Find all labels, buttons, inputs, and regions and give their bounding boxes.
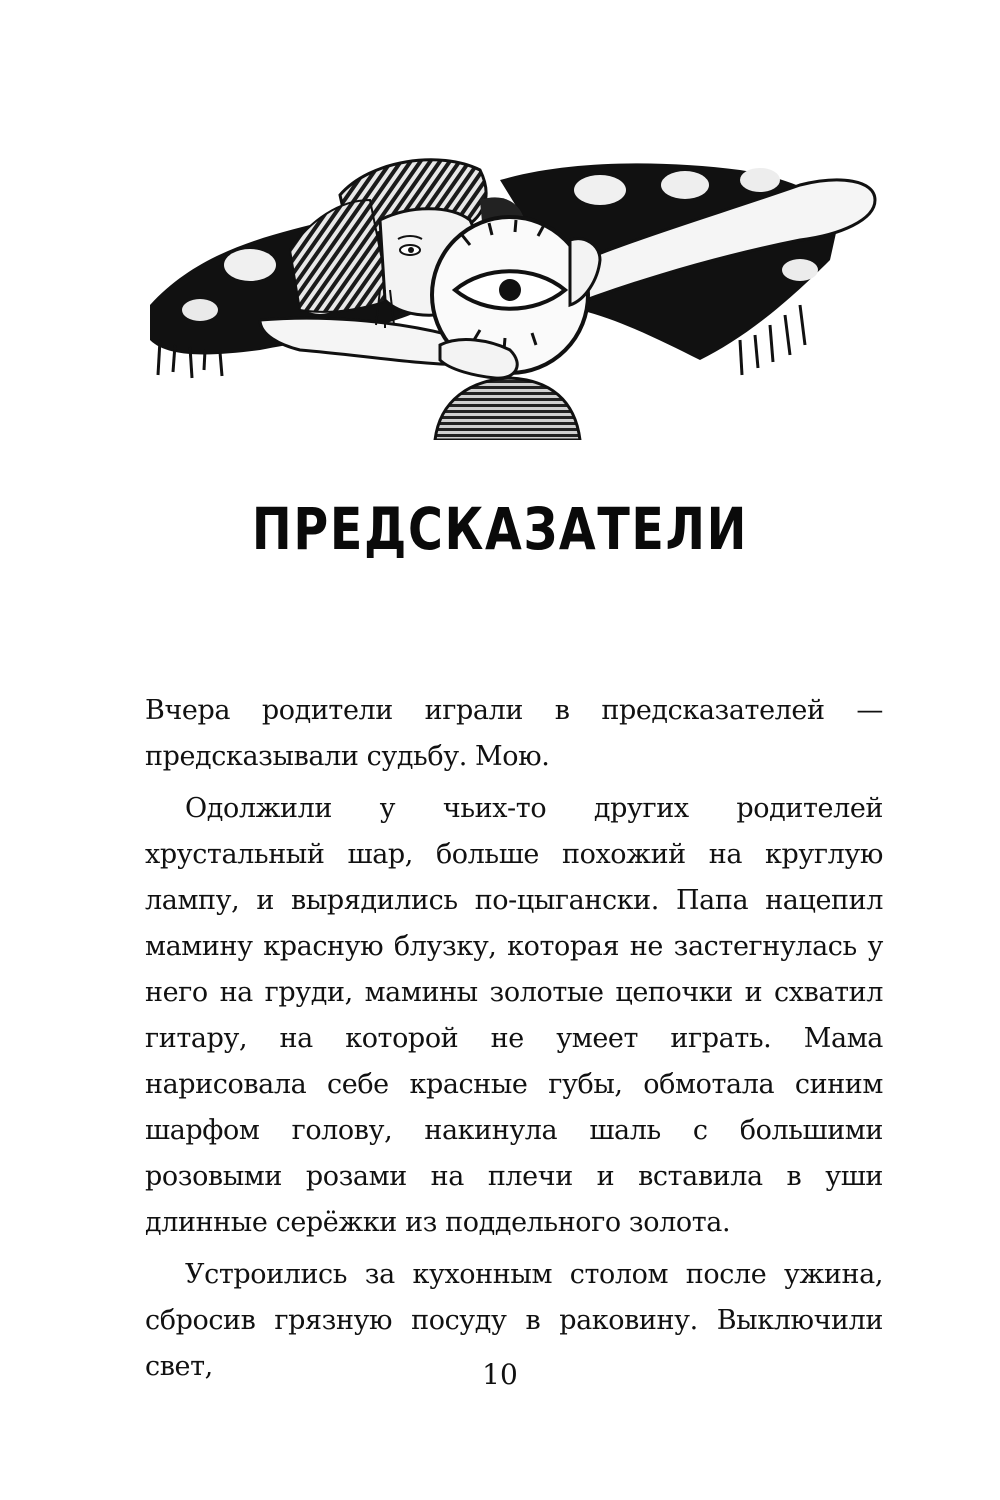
page-number: 10 [482,1358,518,1391]
paragraph: Вчера родители играли в предсказателей — предсказывали судьбу. Мою. [145,695,883,772]
chapter-title: ПРЕДСКАЗАТЕЛИ [251,495,749,563]
paragraph: Устроились за кухонным столом после ужина, сбросив грязную посуду в раковину. Выключили свет, [145,1259,883,1382]
paragraph: Одолжили у чьих-то других родителей хрустальный шар, больше похожий на круглую лампу, и вырядились по-цыгански. Папа нацепил мамину красную блузку, которая не застегнулась у него на груди, мамины золотые цепочки и схватил гитару, на которой не умеет играть. Мама нарисовала себе красные губы, обмотала синим шарфом голову, накинула шаль с большими розовыми розами на плечи и вставила в уши длинные серёжки из поддельного золота. [145,793,883,1238]
fortune-tellers-illustration [140,140,880,440]
chapter-body [145,688,883,1390]
